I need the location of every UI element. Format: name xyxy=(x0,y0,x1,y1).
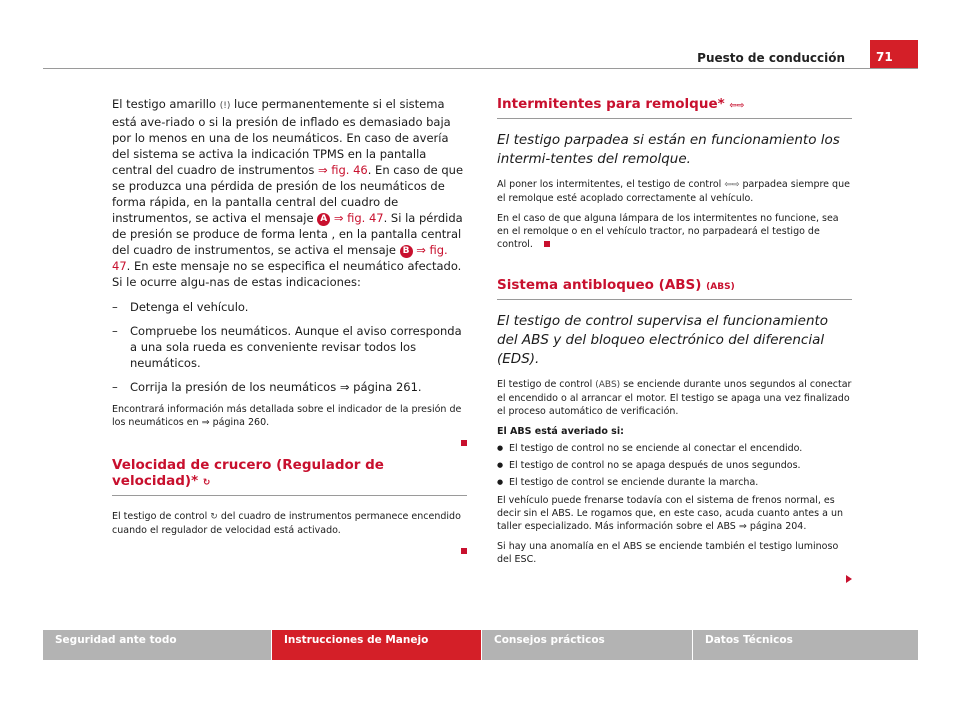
callout-b-badge: B xyxy=(400,245,413,258)
footer-tab-practical-tips[interactable]: Consejos prácticos xyxy=(482,630,692,660)
list-item: ● El testigo de control no se enciende al conectar el encendido. xyxy=(497,442,852,455)
abs-fault-label: El ABS está averiado si: xyxy=(497,426,624,437)
end-square-icon xyxy=(461,440,467,446)
section-end-marker xyxy=(112,539,467,547)
list-item: ● El testigo de control se enciende durante la marcha. xyxy=(497,476,852,489)
cruise-heading-text: Velocidad de crucero (Regulador de velocidad)* xyxy=(112,457,384,489)
tpms-steps-list xyxy=(112,299,467,395)
tpms-warning-icon: (!) xyxy=(219,101,231,111)
cruise-body-2: del cuadro de instrumentos permanece encendido cuando el regulador de velocidad está activado. xyxy=(112,511,461,536)
tpms-note: Encontrará información más detallada sobre el indicador de la presión de los neumáticos en ⇒ página 260. xyxy=(112,404,462,428)
end-square-icon xyxy=(544,241,550,247)
page-number: 71 xyxy=(870,40,918,68)
trailer-heading-text: Intermitentes para remolque* xyxy=(497,96,725,112)
intro-text-5: . En este mensaje no se especifica el neumático afectado. Si le ocurre algu-nas de estas indicaciones: xyxy=(112,259,462,289)
intro-text-1: El testigo amarillo xyxy=(112,97,220,111)
cruise-control-inline-icon: ↻ xyxy=(210,512,218,522)
right-column xyxy=(497,96,852,576)
footer-tab-technical-data[interactable]: Datos Técnicos xyxy=(693,630,918,660)
callout-a-badge: A xyxy=(317,213,330,226)
fig-46-link[interactable]: ⇒ fig. 46 xyxy=(317,163,368,177)
abs-p1-a: El testigo de control xyxy=(497,379,596,390)
cruise-control-icon: ↻ xyxy=(202,478,211,488)
continue-arrow-icon xyxy=(846,575,852,583)
list-item: ● El testigo de control no se apaga después de unos segundos. xyxy=(497,459,852,472)
abs-paragraph-3 xyxy=(497,540,852,566)
section-end-marker xyxy=(112,431,467,439)
abs-heading xyxy=(497,277,852,300)
abs-heading-text: Sistema antibloqueo (ABS) xyxy=(497,277,702,293)
intro-text-4: . Si la pérdida de presión se produce de forma lenta , en la pantalla central del cuadro de instrumentos, se activa el mensaje xyxy=(112,211,463,257)
trailer-p1-b: parpadea siempre que el remolque esté acoplado correctamente al vehículo. xyxy=(497,179,850,204)
intro-text-2: luce permanentemente si el sistema está ave-riado o si la presión de inflado es demasiado baja por lo menos en una de los neumáticos. En caso de avería del sistema se activa la indicación TPMS en la pantalla central del cuadro de instrumentos xyxy=(112,97,451,177)
trailer-p1-a: Al poner los intermitentes, el testigo de control xyxy=(497,179,725,190)
tpms-intro-paragraph xyxy=(112,96,467,290)
continue-marker xyxy=(497,568,852,576)
list-item: – Detenga el vehículo. xyxy=(112,299,467,315)
abs-subtitle: El testigo de control supervisa el funcionamiento del ABS y del bloqueo electrónico del diferencial (EDS). xyxy=(497,313,829,367)
abs-inline-icon: (ABS) xyxy=(595,380,621,390)
trailer-subtitle: El testigo parpadea si están en funcionamiento los intermi-tentes del remolque. xyxy=(497,132,840,167)
list-item: – Corrija la presión de los neumáticos ⇒ página 261. xyxy=(112,379,467,395)
abs-p3-text: Si hay una anomalía en el ABS se enciende también el testigo luminoso del ESC. xyxy=(497,541,839,565)
cruise-body-1: El testigo de control xyxy=(112,511,211,522)
trailer-indicators-heading xyxy=(497,96,852,119)
footer-tab-safety[interactable]: Seguridad ante todo xyxy=(43,630,271,660)
list-item: – Compruebe los neumáticos. Aunque el aviso corresponda a una sola rueda es conveniente revisar todos los neumáticos. xyxy=(112,323,467,371)
end-square-icon xyxy=(461,548,467,554)
trailer-paragraph-2 xyxy=(497,212,852,251)
trailer-inline-icon: ⇦⇨ xyxy=(724,180,740,190)
footer-tab-operating-instructions[interactable]: Instrucciones de Manejo xyxy=(272,630,481,660)
abs-icon: (ABS) xyxy=(706,282,735,292)
intro-text-3: . En caso de que se produzca una pérdida de presión de los neumáticos de forma rápida, en la pantalla central del cuadro de instrumentos, se activa el mensaje xyxy=(112,163,464,225)
fig-47-link-b[interactable]: ⇒ fig. 47 xyxy=(112,243,448,273)
abs-paragraph-1 xyxy=(497,378,852,418)
trailer-paragraph-1 xyxy=(497,178,852,205)
cruise-control-paragraph xyxy=(112,510,467,537)
fig-47-link-a[interactable]: ⇒ fig. 47 xyxy=(330,211,384,225)
page-header-title: Puesto de conducción xyxy=(697,51,845,65)
abs-paragraph-2: El vehículo puede frenarse todavía con el sistema de frenos normal, es decir sin el ABS. Le rogamos que, en este caso, acuda cuanto antes a un taller especializado. Más información sobre el ABS ⇒ página 204. xyxy=(497,495,843,532)
trailer-p2-text: En el caso de que alguna lámpara de los intermitentes no funcione, sea en el remolque o en el vehículo tractor, no parpadeará el testigo de control. xyxy=(497,213,839,250)
abs-p1-b: se enciende durante unos segundos al conectar el encendido o al arrancar el motor. El testigo se apaga una vez finalizado el proceso automático de verificación. xyxy=(497,379,852,417)
abs-fault-list xyxy=(497,442,852,489)
cruise-control-heading xyxy=(112,457,467,496)
left-column xyxy=(112,96,467,547)
trailer-indicator-icon: ⇦⇨ xyxy=(729,101,745,111)
header-divider xyxy=(43,68,918,69)
